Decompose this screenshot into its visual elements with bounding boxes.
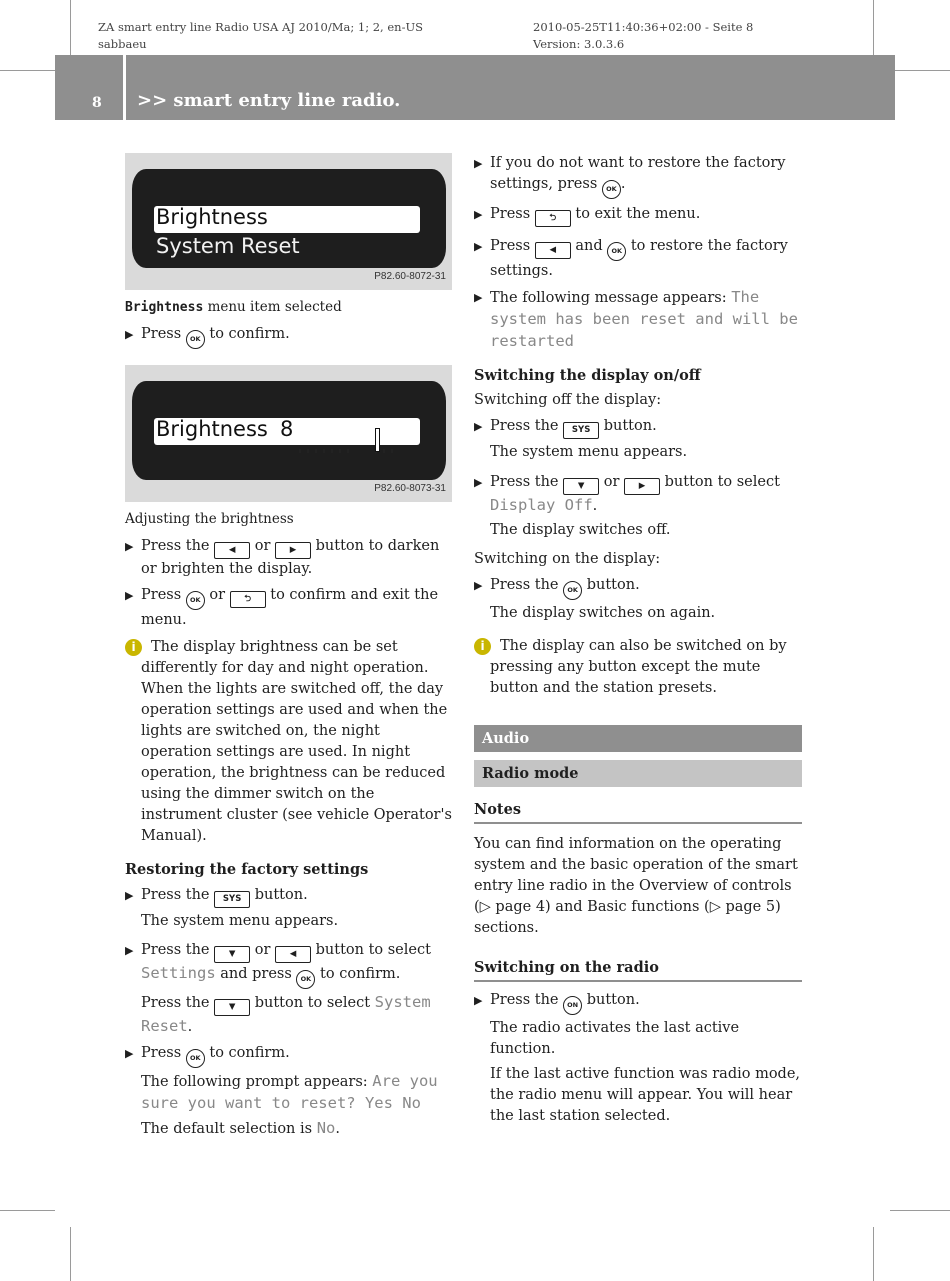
scale-tick xyxy=(347,449,349,453)
step-text: and xyxy=(570,238,608,254)
ok-button-icon: OK xyxy=(563,581,582,600)
right-button-icon: ▶ xyxy=(275,542,311,559)
down-button-icon: ▼ xyxy=(214,946,250,963)
display-text-reset-message: The system has been reset and will be restarted xyxy=(490,288,798,350)
step-text: Press xyxy=(141,326,186,342)
bullet-arrow-icon: ▶ xyxy=(125,944,134,957)
display-text-no: No xyxy=(316,1119,336,1137)
step-text: or xyxy=(250,942,276,958)
scale-tick xyxy=(323,449,325,453)
scale-tick xyxy=(307,449,309,453)
display-text-display-off: Display Off xyxy=(490,496,593,514)
sub-intro: Switching on the display: xyxy=(474,551,661,567)
instruction-step xyxy=(474,236,802,282)
brightness-slider-marker xyxy=(375,428,380,452)
bullet-arrow-icon: ▶ xyxy=(125,540,134,553)
back-button-icon: ⮌ xyxy=(230,591,266,608)
sub-intro: Switching off the display: xyxy=(474,392,662,408)
scale-tick xyxy=(315,449,317,453)
back-button-icon: ⮌ xyxy=(535,210,571,227)
scale-tick xyxy=(299,449,301,453)
display-text-system-reset: System Reset xyxy=(141,993,431,1035)
lcd-line-system-reset: System Reset xyxy=(156,234,300,258)
step-text: button to select xyxy=(250,995,375,1011)
down-button-icon: ▼ xyxy=(563,478,599,495)
step-result: The system menu appears. xyxy=(490,444,688,460)
bullet-arrow-icon: ▶ xyxy=(125,1047,134,1060)
left-button-icon: ◀ xyxy=(214,542,250,559)
bullet-arrow-icon: ▶ xyxy=(125,589,134,602)
meta-line: 2010-05-25T11:40:36+02:00 - Seite 8 xyxy=(533,20,754,34)
bullet-arrow-icon: ▶ xyxy=(125,889,134,902)
step-text: Press the xyxy=(490,992,564,1008)
step-text: button. xyxy=(599,418,657,434)
step-text: Press the xyxy=(141,942,215,958)
step-result: The display switches on again. xyxy=(490,605,716,621)
step-text: . xyxy=(592,498,598,514)
step-text: button to darken or brighten the display. xyxy=(141,538,440,577)
ok-button-icon: OK xyxy=(186,591,205,610)
display-text-settings: Settings xyxy=(141,964,216,982)
ok-button-icon: OK xyxy=(186,1049,205,1068)
step-text: Press xyxy=(141,587,186,603)
step-text: to confirm. xyxy=(315,966,401,982)
step-text: button. xyxy=(582,992,640,1008)
page-number: 8 xyxy=(92,95,102,111)
step-continuation xyxy=(125,992,453,1038)
step-text: to restore the factory settings. xyxy=(490,238,788,279)
figure-caption xyxy=(125,297,453,318)
step-text: button to select xyxy=(660,474,780,490)
note-text: The display brightness can be set differently for day and night operation. When the lights are switched off, the day operation settings are used and when the lights are switched on, the night operation settings are used. In night operation, the brightness can be reduced using the dimmer switch on the instrument cluster (see vehicle Operator's Manual). xyxy=(141,639,452,844)
section-heading-factory-settings: Restoring the factory settings xyxy=(125,861,369,878)
ok-button-icon: OK xyxy=(607,242,626,261)
left-column xyxy=(125,153,453,1143)
bullet-arrow-icon: ▶ xyxy=(474,157,483,170)
crop-mark xyxy=(873,0,874,55)
bullet-arrow-icon: ▶ xyxy=(474,208,483,221)
crop-mark xyxy=(0,1210,55,1211)
bullet-arrow-icon: ▶ xyxy=(474,420,483,433)
note-text: The display can also be switched on by pressing any button except the mute button and the station presets. xyxy=(490,638,787,696)
instruction-step xyxy=(125,1043,453,1068)
instruction-step xyxy=(474,153,802,199)
crop-mark xyxy=(873,1227,874,1281)
step-result: The display switches off. xyxy=(490,522,671,538)
instruction-step xyxy=(474,287,802,353)
header-divider xyxy=(123,55,126,120)
step-text: button. xyxy=(250,887,308,903)
display-figure-brightness-menu xyxy=(125,153,452,290)
right-column xyxy=(474,153,802,1130)
info-icon: i xyxy=(125,639,142,656)
lcd-line-brightness: Brightness xyxy=(156,205,268,229)
step-text: and press xyxy=(215,966,297,982)
scale-tick xyxy=(383,449,385,453)
notes-paragraph: You can find information on the operating system and the basic operation of the smart entry line radio in the Overview of controls (▷ page 4) and Basic functions (▷ page 5) sections. xyxy=(474,836,798,936)
section-heading-radio-on: Switching on the radio xyxy=(474,957,802,982)
ok-button-icon: OK xyxy=(296,970,315,989)
bullet-arrow-icon: ▶ xyxy=(474,291,483,304)
caption-text: menu item selected xyxy=(203,299,342,315)
step-text: Press the xyxy=(141,995,215,1011)
instruction-step xyxy=(125,585,453,631)
display-text-prompt: Are you sure you want to reset? Yes No xyxy=(141,1072,438,1112)
sys-button-icon: SYS xyxy=(214,891,250,908)
step-text: . xyxy=(335,1121,340,1137)
step-text: Press the xyxy=(490,577,564,593)
instruction-step xyxy=(125,536,453,580)
step-text: or xyxy=(250,538,276,554)
scale-tick xyxy=(391,449,393,453)
step-text: Press the xyxy=(490,474,564,490)
bullet-arrow-icon: ▶ xyxy=(474,994,483,1007)
step-result xyxy=(125,1118,453,1140)
step-text: or xyxy=(599,474,625,490)
section-bar-audio: Audio xyxy=(474,725,802,752)
instruction-step xyxy=(125,940,453,989)
display-figure-brightness-adjust xyxy=(125,365,452,502)
running-title: >> smart entry line radio. xyxy=(137,90,401,111)
instruction-step xyxy=(474,990,802,1015)
right-button-icon: ▶ xyxy=(624,478,660,495)
print-meta-left xyxy=(98,19,423,53)
step-text: to confirm. xyxy=(204,1045,290,1061)
figure-code: P82.60-8072-31 xyxy=(374,271,446,282)
step-text: Press xyxy=(490,238,535,254)
step-text: Press xyxy=(141,1045,186,1061)
step-text: or xyxy=(204,587,230,603)
step-text: . xyxy=(187,1019,193,1035)
section-heading-notes: Notes xyxy=(474,799,802,824)
step-text: to confirm and exit the menu. xyxy=(141,587,439,628)
scale-tick xyxy=(339,449,341,453)
crop-mark xyxy=(890,70,950,71)
left-button-icon: ◀ xyxy=(535,242,571,259)
left-button-icon: ◀ xyxy=(275,946,311,963)
meta-line: Version: 3.0.3.6 xyxy=(533,37,625,51)
crop-mark xyxy=(890,1210,950,1211)
step-text: Press xyxy=(490,206,535,222)
caption-menu-item: Brightness xyxy=(125,300,204,315)
info-icon: i xyxy=(474,638,491,655)
lcd-brightness-label: Brightness xyxy=(156,417,268,441)
step-text: The following message appears: xyxy=(490,290,732,306)
step-result xyxy=(125,1071,453,1115)
step-text: The following prompt appears: xyxy=(141,1074,373,1090)
step-text: button. xyxy=(582,577,640,593)
crop-mark xyxy=(0,70,55,71)
info-note xyxy=(125,637,453,847)
instruction-step xyxy=(474,575,802,600)
step-text: The default selection is xyxy=(141,1121,317,1137)
print-meta-right xyxy=(533,19,753,53)
sys-button-icon: SYS xyxy=(563,422,599,439)
info-note xyxy=(474,636,802,699)
step-result: If the last active function was radio mode, the radio menu will appear. You will hear the last station selected. xyxy=(490,1066,801,1124)
meta-line: ZA smart entry line Radio USA AJ 2010/Ma; 1; 2, en-US xyxy=(98,20,424,34)
bullet-arrow-icon: ▶ xyxy=(474,579,483,592)
figure-caption: Adjusting the brightness xyxy=(125,511,294,527)
step-text: Press the xyxy=(141,538,215,554)
bullet-arrow-icon: ▶ xyxy=(474,476,483,489)
step-text: If you do not want to restore the factory settings, press xyxy=(490,155,786,192)
meta-line: sabbaeu xyxy=(98,37,147,51)
bullet-arrow-icon: ▶ xyxy=(125,328,134,341)
on-button-icon: ON xyxy=(563,996,582,1015)
step-text: to confirm. xyxy=(204,326,290,342)
section-heading-display-on-off: Switching the display on/off xyxy=(474,367,701,384)
instruction-step xyxy=(125,324,453,349)
ok-button-icon: OK xyxy=(186,330,205,349)
step-text: button to select xyxy=(311,942,431,958)
scale-tick xyxy=(331,449,333,453)
section-bar-radio-mode: Radio mode xyxy=(474,760,802,787)
instruction-step xyxy=(125,885,453,908)
instruction-step xyxy=(474,204,802,227)
step-result: The radio activates the last active function. xyxy=(490,1020,740,1057)
step-result: The system menu appears. xyxy=(141,913,339,929)
step-text: Press the xyxy=(490,418,564,434)
lcd-brightness-value: 8 xyxy=(280,417,294,441)
step-text: . xyxy=(620,176,626,192)
figure-code: P82.60-8073-31 xyxy=(374,483,446,494)
crop-mark xyxy=(70,0,71,55)
ok-button-icon: OK xyxy=(602,180,621,199)
instruction-step xyxy=(474,472,802,517)
step-text: Press the xyxy=(141,887,215,903)
crop-mark xyxy=(70,1227,71,1281)
bullet-arrow-icon: ▶ xyxy=(474,240,483,253)
down-button-icon: ▼ xyxy=(214,999,250,1016)
instruction-step xyxy=(474,416,802,439)
step-text: to exit the menu. xyxy=(570,206,701,222)
